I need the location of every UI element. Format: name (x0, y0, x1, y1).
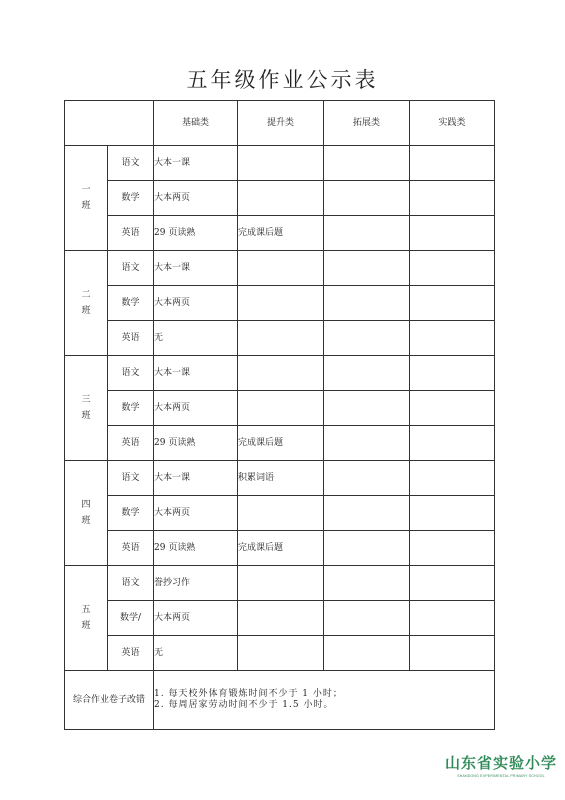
class-name-char: 班 (81, 201, 91, 211)
homework-cell (324, 461, 410, 496)
table-row (65, 251, 495, 286)
table-row (65, 356, 495, 391)
homework-cell (410, 356, 495, 391)
homework-cell (410, 251, 495, 286)
subject-cell: 英语 (108, 531, 154, 566)
subject-cell: 语文 (108, 146, 154, 181)
homework-cell (238, 251, 324, 286)
subject-cell: 语文 (108, 251, 154, 286)
corner-cell (65, 101, 154, 146)
subject-cell: 英语 (108, 321, 154, 356)
class-name-char: 班 (81, 411, 91, 421)
summary-line-1: 1. 每天校外体育锻炼时间不少于 1 小时； (154, 689, 343, 700)
class-name-char: 班 (81, 306, 91, 316)
subject-cell: 数学 (108, 286, 154, 321)
table-row (65, 216, 495, 251)
homework-cell (238, 496, 324, 531)
class-name-char: 四 (81, 500, 91, 510)
homework-cell (410, 321, 495, 356)
homework-cell (410, 216, 495, 251)
homework-cell (238, 321, 324, 356)
table-row (65, 391, 495, 426)
homework-cell (410, 636, 495, 671)
col-header-practice: 实践类 (410, 101, 495, 146)
homework-cell: 无 (154, 636, 238, 671)
summary-row (65, 671, 495, 730)
homework-cell (324, 426, 410, 461)
homework-cell: 大本一课 (154, 461, 238, 496)
homework-cell (324, 251, 410, 286)
homework-cell: 大本一课 (154, 356, 238, 391)
subject-cell: 语文 (108, 566, 154, 601)
table-row (65, 461, 495, 496)
homework-cell: 完成课后题 (238, 426, 324, 461)
table-row (65, 181, 495, 216)
homework-cell (410, 426, 495, 461)
homework-cell: 29 页读熟 (154, 216, 238, 251)
homework-cell (410, 146, 495, 181)
subject-cell: 数学/ (108, 601, 154, 636)
table-row (65, 321, 495, 356)
subject-cell: 英语 (108, 216, 154, 251)
class-name-char: 班 (81, 516, 91, 526)
homework-cell (238, 601, 324, 636)
table-row (65, 531, 495, 566)
homework-cell: 大本两页 (154, 181, 238, 216)
homework-cell (238, 566, 324, 601)
homework-cell (238, 286, 324, 321)
class-name-cell (65, 356, 108, 461)
homework-cell (410, 391, 495, 426)
homework-table (64, 100, 495, 730)
homework-cell (410, 286, 495, 321)
table-row (65, 146, 495, 181)
homework-cell: 29 页读熟 (154, 426, 238, 461)
homework-cell (238, 181, 324, 216)
homework-cell (324, 216, 410, 251)
subject-cell: 英语 (108, 636, 154, 671)
homework-cell: 誊抄习作 (154, 566, 238, 601)
homework-cell (324, 636, 410, 671)
header-row (65, 101, 495, 146)
homework-cell (324, 181, 410, 216)
homework-cell (410, 566, 495, 601)
homework-cell (410, 496, 495, 531)
col-header-basic: 基础类 (154, 101, 238, 146)
subject-cell: 英语 (108, 426, 154, 461)
class-name-cell (65, 251, 108, 356)
homework-cell: 大本一课 (154, 146, 238, 181)
table-row (65, 566, 495, 601)
homework-cell: 大本两页 (154, 496, 238, 531)
homework-cell: 大本一课 (154, 251, 238, 286)
homework-cell (324, 321, 410, 356)
homework-cell (324, 496, 410, 531)
page-title: 五年级作业公示表 (186, 68, 379, 92)
class-name-char: 班 (81, 621, 91, 631)
homework-cell (238, 146, 324, 181)
table-row (65, 496, 495, 531)
class-name-char: 三 (81, 395, 91, 405)
table-row (65, 601, 495, 636)
homework-cell: 无 (154, 321, 238, 356)
subject-cell: 数学 (108, 181, 154, 216)
subject-cell: 语文 (108, 356, 154, 391)
table-row (65, 286, 495, 321)
class-name-cell (65, 146, 108, 251)
subject-cell: 语文 (108, 461, 154, 496)
homework-cell (324, 356, 410, 391)
homework-cell: 完成课后题 (238, 531, 324, 566)
homework-cell: 大本两页 (154, 286, 238, 321)
homework-cell: 积累词语 (238, 461, 324, 496)
subject-cell: 数学 (108, 496, 154, 531)
homework-cell (238, 356, 324, 391)
homework-cell (324, 566, 410, 601)
col-header-improve: 提升类 (238, 101, 324, 146)
homework-cell (324, 391, 410, 426)
class-name-cell (65, 461, 108, 566)
col-header-extend: 拓展类 (324, 101, 410, 146)
homework-cell: 完成课后题 (238, 216, 324, 251)
summary-label: 综合作业卷子改错 (65, 671, 154, 730)
homework-cell (410, 181, 495, 216)
summary-line-2: 2. 每周居家劳动时间不少于 1.5 小时。 (154, 700, 334, 710)
table-row (65, 426, 495, 461)
homework-cell (410, 531, 495, 566)
homework-cell (324, 601, 410, 636)
homework-cell (410, 461, 495, 496)
school-logo (445, 752, 557, 778)
class-name-char: 二 (81, 290, 91, 300)
summary-text (154, 671, 495, 730)
homework-cell: 29 页读熟 (154, 531, 238, 566)
homework-cell: 大本两页 (154, 391, 238, 426)
homework-cell (410, 601, 495, 636)
class-name-char: 一 (81, 185, 91, 195)
homework-cell (238, 636, 324, 671)
homework-cell (324, 146, 410, 181)
homework-cell (324, 531, 410, 566)
school-logo-en: SHANDONG EXPERIMENTAL PRIMARY SCHOOL (457, 774, 545, 778)
homework-cell (238, 391, 324, 426)
homework-cell (324, 286, 410, 321)
school-logo-cn: 山东省实验小学 (444, 754, 557, 772)
homework-cell: 大本两页 (154, 601, 238, 636)
class-name-char: 五 (81, 605, 91, 615)
table-row (65, 636, 495, 671)
class-name-cell (65, 566, 108, 671)
subject-cell: 数学 (108, 391, 154, 426)
